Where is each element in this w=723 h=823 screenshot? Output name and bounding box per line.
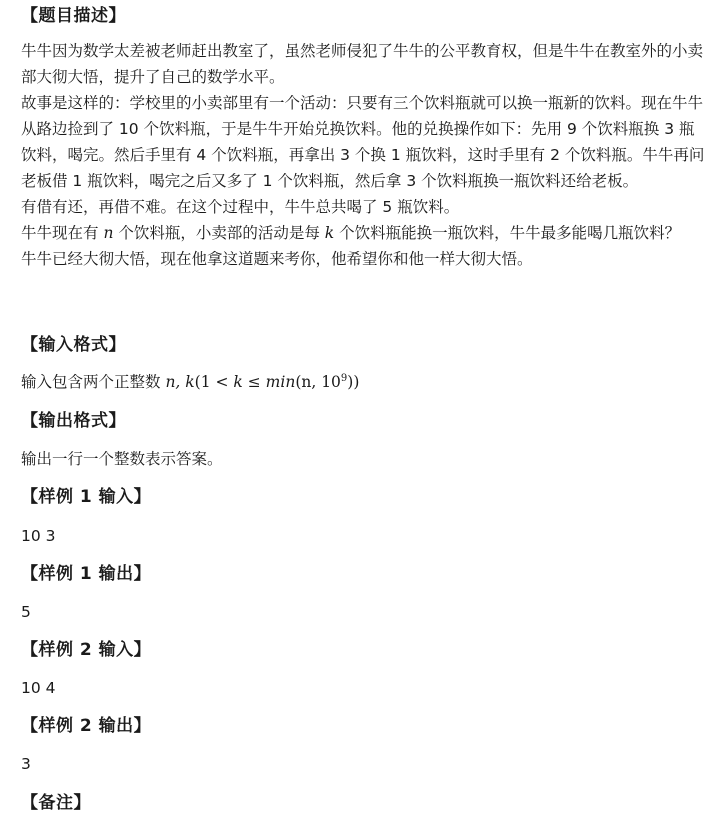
output-format-heading: 【输出格式】: [21, 411, 126, 431]
description-heading: 【题目描述】: [21, 6, 126, 26]
p4-text-a: 牛牛现在有: [21, 224, 104, 242]
sample1-input-heading: 【样例 1 输入】: [21, 487, 152, 507]
sample1-input-value: 10 3: [21, 527, 56, 545]
input-close: )): [347, 373, 360, 391]
input-vars: n, k: [165, 373, 195, 391]
p4-text-b: 个饮料瓶，小卖部的活动是每: [113, 224, 325, 242]
description-p1: 牛牛因为数学太差被老师赶出教室了，虽然老师侵犯了牛牛的公平教育权，但是牛牛在教室外的小卖部大彻大悟，提升了自己的数学水平。: [21, 42, 704, 86]
input-args: (n, 10: [295, 373, 341, 391]
sample2-output-value: 3: [21, 755, 31, 773]
var-n: n: [103, 224, 114, 242]
input-min: min: [265, 373, 296, 391]
description-body: [18, 38, 708, 272]
sample1-output-value: 5: [21, 603, 31, 621]
input-k: k: [233, 373, 243, 391]
output-format-text: 输出一行一个整数表示答案。: [21, 450, 223, 468]
input-format-heading: 【输入格式】: [21, 335, 126, 355]
description-p3: 有借有还，再借不难。在这个过程中，牛牛总共喝了 5 瓶饮料。: [21, 198, 460, 216]
sample2-input-heading: 【样例 2 输入】: [21, 640, 152, 660]
notes-heading: 【备注】: [21, 793, 91, 813]
input-format-prefix: 输入包含两个正整数: [21, 373, 166, 391]
sample1-output-heading: 【样例 1 输出】: [21, 564, 152, 584]
description-p4: [18, 220, 708, 246]
description-p2: 故事是这样的：学校里的小卖部里有一个活动：只要有三个饮料瓶就可以换一瓶新的饮料。现在牛牛从路边捡到了 10 个饮料瓶，于是牛牛开始兑换饮料。他的兑换操作如下：先用 9 个饮料瓶换 3 瓶饮料，喝完。然后手里有 4 个饮料瓶，再拿出 3 个换 1 瓶饮料，这时手里有 2 个饮料瓶。牛牛再问老板借 1 瓶饮料，喝完之后又多了 1 个饮料瓶，然后拿 3 个饮料瓶换一瓶饮料还给老板。: [21, 94, 705, 190]
p4-text-c: 个饮料瓶能换一瓶饮料，牛牛最多能喝几瓶饮料？: [334, 224, 681, 242]
sample2-input-value: 10 4: [21, 679, 56, 697]
sample2-output-heading: 【样例 2 输出】: [21, 716, 152, 736]
input-open: (1 <: [194, 373, 234, 391]
input-format-text: [18, 369, 359, 395]
var-k: k: [324, 224, 335, 242]
description-p5: 牛牛已经大彻大悟，现在他拿这道题来考你，他希望你和他一样大彻大悟。: [21, 250, 533, 268]
input-exp: 9: [340, 372, 348, 384]
input-le: ≤: [242, 373, 266, 391]
